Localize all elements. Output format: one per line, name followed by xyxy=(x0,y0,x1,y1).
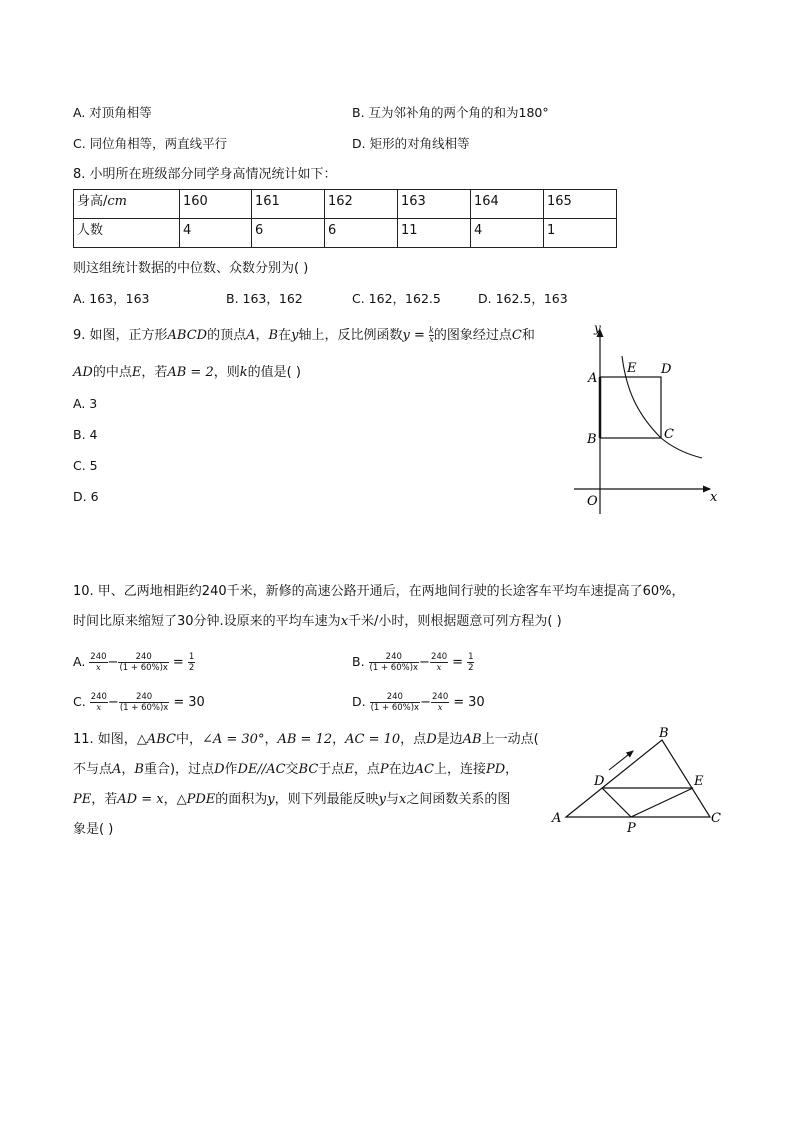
label-a: A xyxy=(552,811,562,826)
minus-sign: − xyxy=(107,695,119,710)
minus-sign: − xyxy=(420,695,431,710)
label-e: E xyxy=(627,361,637,376)
math: B xyxy=(268,328,279,343)
text: ， xyxy=(505,762,519,777)
math: DE//AC xyxy=(237,762,286,777)
math: AB = 12 xyxy=(277,732,333,747)
text: 的图象经过点 xyxy=(433,328,512,343)
math: △PDE xyxy=(176,792,216,807)
math: ∠A = 30° xyxy=(201,732,265,747)
table-cell: 163 xyxy=(398,190,471,219)
text: ，点 xyxy=(353,762,380,777)
denominator: (1 + 60%)x xyxy=(369,663,419,673)
q9-line2 xyxy=(73,364,301,382)
text: 千米/小时，则根据题意可列方程为( ) xyxy=(348,614,562,629)
numerator: 240 xyxy=(370,692,421,703)
fraction xyxy=(89,652,107,673)
math: E xyxy=(131,365,142,380)
text: 上，连接 xyxy=(433,762,486,777)
table-cell: 4 xyxy=(471,219,544,248)
q9-option-d: D. 6 xyxy=(73,489,99,504)
label-a: A xyxy=(588,371,598,386)
denominator: 2 xyxy=(188,663,195,673)
text: 于点 xyxy=(318,762,345,777)
q11-figure xyxy=(548,722,728,837)
numerator: k xyxy=(429,326,434,335)
fraction xyxy=(90,692,108,713)
denominator: (1 + 60%)x xyxy=(119,663,168,673)
label-y: y xyxy=(594,321,601,335)
q9-option-b: B. 4 xyxy=(73,427,98,442)
motion-arrow xyxy=(609,751,633,770)
numerator: 240 xyxy=(432,692,449,702)
q10-line2 xyxy=(73,613,562,631)
q11-line1 xyxy=(73,731,539,749)
label-p: P xyxy=(627,821,636,836)
text: 的面积为 xyxy=(215,792,268,807)
text: 在边 xyxy=(388,762,415,777)
label-e: E xyxy=(694,774,704,789)
table-cell: 11 xyxy=(398,219,471,248)
table-cell: 4 xyxy=(180,219,252,248)
q8-option-b: B. 163，162 xyxy=(226,291,303,306)
math: PE xyxy=(73,792,92,807)
height-label: 身高/ xyxy=(77,194,108,209)
text: ， xyxy=(255,328,269,343)
text: ， xyxy=(332,732,346,747)
fraction xyxy=(119,692,170,713)
text: ，若 xyxy=(91,792,118,807)
q11-line4: 象是( ) xyxy=(73,822,114,837)
denominator: x xyxy=(96,703,102,713)
value-thirty: 30 xyxy=(188,695,205,710)
q10-option-b xyxy=(352,650,474,675)
math: AD xyxy=(73,365,93,380)
table-cell: 161 xyxy=(252,190,325,219)
label-d: D xyxy=(661,362,672,377)
q11-line3 xyxy=(73,791,510,809)
text: 交 xyxy=(285,762,299,777)
denominator: x xyxy=(96,663,101,673)
text: 上一动点( xyxy=(481,732,539,747)
value-thirty: 30 xyxy=(468,695,485,710)
fraction-half xyxy=(188,652,195,673)
text: 的中点 xyxy=(92,365,132,380)
equals-sign: = xyxy=(172,655,184,670)
fraction xyxy=(370,692,421,713)
numerator: 240 xyxy=(119,692,170,703)
text: 不与点 xyxy=(73,762,113,777)
height-table xyxy=(73,189,617,248)
math: D xyxy=(426,732,437,747)
label-x: x xyxy=(710,490,718,505)
equals-sign: = xyxy=(453,695,465,710)
table-cell: 160 xyxy=(180,190,252,219)
q9-line1 xyxy=(73,327,535,345)
numerator: 1 xyxy=(188,652,195,662)
math: C xyxy=(511,328,522,343)
math: D xyxy=(214,762,225,777)
q8-option-a: A. 163，163 xyxy=(73,291,150,306)
label-b: B xyxy=(587,432,597,447)
numerator: 1 xyxy=(468,652,474,662)
label-d: D xyxy=(594,774,605,789)
math: y xyxy=(378,792,387,807)
q10-option-a xyxy=(73,650,195,675)
table-row xyxy=(74,190,617,219)
denominator: x xyxy=(437,703,443,713)
q8-question: 则这组统计数据的中位数、众数分别为( ) xyxy=(73,261,309,276)
math: BC xyxy=(298,762,319,777)
math: △ABC xyxy=(136,732,176,747)
denominator: (1 + 60%)x xyxy=(370,703,420,713)
math: P xyxy=(379,762,389,777)
q8-stem: 8. 小明所在班级部分同学身高情况统计如下： xyxy=(73,167,337,182)
math: E xyxy=(344,762,354,777)
text: 9. 如图，正方形 xyxy=(73,328,168,343)
text: 11. 如图， xyxy=(73,732,137,747)
math: PD xyxy=(485,762,506,777)
text: 在 xyxy=(278,328,292,343)
math: y xyxy=(291,328,299,343)
minus-sign: − xyxy=(107,655,119,670)
math: B xyxy=(134,762,144,777)
text: ， xyxy=(264,732,278,747)
q11-line2 xyxy=(73,761,518,779)
text: 和 xyxy=(521,328,535,343)
q9-option-c: C. 5 xyxy=(73,458,98,473)
label-c: C xyxy=(711,811,721,826)
math: AC xyxy=(414,762,434,777)
denominator: x xyxy=(429,335,434,344)
label-b: B xyxy=(659,726,669,741)
table-header-height xyxy=(74,190,180,219)
fraction xyxy=(430,652,448,673)
triangle-abc xyxy=(566,740,710,817)
q8-option-c: C. 162，162.5 xyxy=(352,291,441,306)
math: k xyxy=(239,365,248,380)
text: ，则下列最能反映 xyxy=(274,792,379,807)
q7-option-a: A. 对顶角相等 xyxy=(73,105,152,120)
segment-pd xyxy=(602,788,631,817)
q9-option-a: A. 3 xyxy=(73,396,98,411)
math: AB xyxy=(462,732,482,747)
q7-option-b: B. 互为邻补角的两个角的和为180° xyxy=(352,105,549,120)
math: AC = 10 xyxy=(345,732,401,747)
table-cell: 6 xyxy=(325,219,398,248)
numerator: 240 xyxy=(118,652,169,663)
math: = xyxy=(409,328,430,343)
text: ，若 xyxy=(141,365,168,380)
text: 作 xyxy=(224,762,238,777)
segment-pe xyxy=(631,788,693,817)
text: ， xyxy=(121,762,135,777)
numerator: 240 xyxy=(90,652,107,662)
denominator: 2 xyxy=(468,663,474,673)
table-cell: 165 xyxy=(544,190,617,219)
minus-sign: − xyxy=(419,655,430,670)
text: 与 xyxy=(386,792,400,807)
math: A xyxy=(112,762,122,777)
table-cell: 162 xyxy=(325,190,398,219)
text: ，点 xyxy=(400,732,427,747)
table-cell: 1 xyxy=(544,219,617,248)
math: AD = x xyxy=(117,792,164,807)
fraction-half xyxy=(467,652,474,673)
table-cell: 6 xyxy=(252,219,325,248)
text: 的值是( ) xyxy=(247,365,301,380)
denominator: x xyxy=(436,663,442,673)
q8-option-d: D. 162.5，163 xyxy=(478,291,568,306)
math: ABCD xyxy=(167,328,208,343)
math: A xyxy=(246,328,256,343)
numerator: 240 xyxy=(90,692,107,702)
q7-option-c: C. 同位角相等，两直线平行 xyxy=(73,136,228,151)
option-label: B. xyxy=(352,654,365,669)
table-cell: 164 xyxy=(471,190,544,219)
option-label: A. xyxy=(73,654,86,669)
equals-sign: = xyxy=(452,655,464,670)
fraction xyxy=(369,652,420,673)
q10-option-c xyxy=(73,690,205,715)
text: ， xyxy=(163,792,177,807)
table-row xyxy=(74,219,617,248)
text: 中， xyxy=(175,732,202,747)
q7-option-d: D. 矩形的对角线相等 xyxy=(352,136,470,151)
label-o: O xyxy=(587,494,598,509)
text: 是边 xyxy=(436,732,463,747)
text: ，则 xyxy=(213,365,240,380)
label-c: C xyxy=(664,427,674,442)
fraction xyxy=(431,692,449,713)
q10-option-d xyxy=(352,690,485,715)
text: 时间比原来缩短了30分钟.设原来的平均车速为 xyxy=(73,614,341,629)
math: y xyxy=(402,328,410,343)
height-unit: cm xyxy=(107,194,127,209)
equals-sign: = xyxy=(173,695,185,710)
text: 的顶点 xyxy=(207,328,247,343)
text: 轴上，反比例函数 xyxy=(298,328,403,343)
fraction xyxy=(118,652,169,673)
text: 重合)，过点 xyxy=(143,762,215,777)
math: x xyxy=(340,614,349,629)
table-header-count: 人数 xyxy=(74,219,180,248)
denominator: (1 + 60%)x xyxy=(119,703,169,713)
q9-figure xyxy=(568,318,728,520)
numerator: 240 xyxy=(430,652,448,662)
option-label: C. xyxy=(73,694,86,709)
math: y xyxy=(267,792,275,807)
math: x xyxy=(399,792,407,807)
option-label: D. xyxy=(352,694,366,709)
text: 之间函数关系的图 xyxy=(406,792,511,807)
numerator: 240 xyxy=(369,652,420,663)
math: AB = 2 xyxy=(167,365,214,380)
q10-line1: 10. 甲、乙两地相距约240千米，新修的高速公路开通后，在两地间行驶的长途客车平均车速提高了60%， xyxy=(73,584,685,599)
